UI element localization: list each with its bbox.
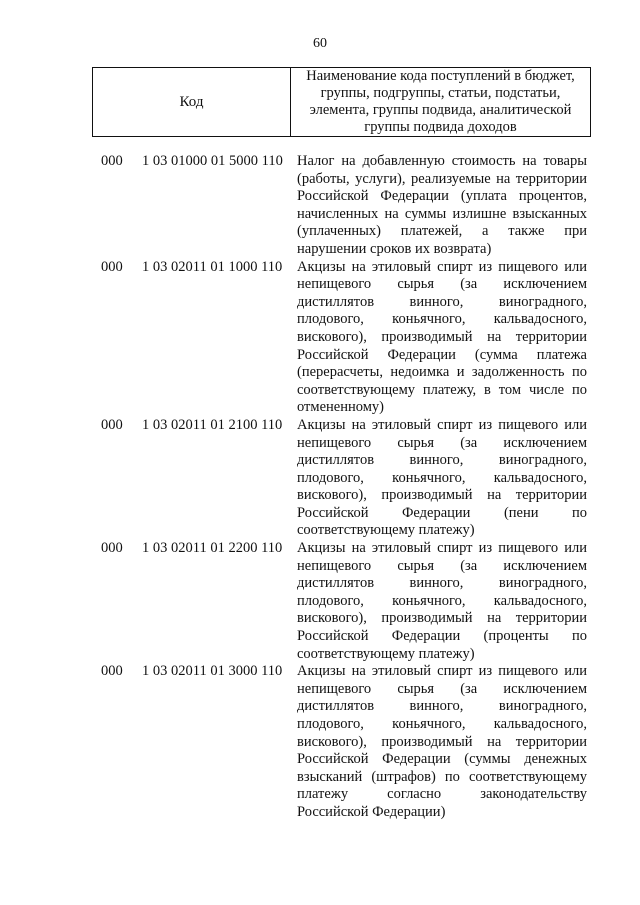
table-header: [92, 67, 591, 137]
table-row: [0, 417, 640, 540]
page-number: 60: [313, 36, 327, 51]
revenue-code: 1 03 02011 01 1000 110: [142, 258, 283, 275]
admin-code: 000: [101, 540, 123, 557]
table-row: [0, 540, 640, 663]
table-row: [0, 259, 640, 417]
admin-code: 000: [101, 416, 123, 433]
revenue-code: 1 03 02011 01 2100 110: [142, 416, 283, 433]
revenue-description: Акцизы на этиловый спирт из пищевого или непищевого сырья (за исключением дистиллятов винного, виноградного, плодового, коньячного, кальвадосного, вискового), производимый на территории Российской Федерации (сумма платежа (перерасчеты, недоимка и задолженность по соответствующему платежу, в том числе по отмененному): [297, 258, 587, 416]
admin-code: 000: [101, 153, 123, 169]
revenue-description: Акцизы на этиловый спирт из пищевого или непищевого сырья (за исключением дистиллятов винного, виноградного, плодового, коньячного, кальвадосного, вискового), производимый на территории Российской Федерации (проценты по соответствующему платежу): [297, 540, 587, 662]
revenue-description: Акцизы на этиловый спирт из пищевого или непищевого сырья (за исключением дистиллятов винного, виноградного, плодового, коньячного, кальвадосного, вискового), производимый на территории Российской Федерации (суммы денежных взысканий (штрафов) по соответствующему платежу согласно законодательству Российской Федерации): [297, 663, 587, 820]
revenue-code: 1 03 02011 01 2200 110: [142, 540, 283, 557]
code-column-header: Код: [93, 68, 291, 136]
revenue-code: 1 03 02011 01 3000 110: [142, 663, 283, 680]
revenue-description: Акцизы на этиловый спирт из пищевого или непищевого сырья (за исключением дистиллятов винного, виноградного, плодового, коньячного, кальвадосного, вискового), производимый на территории Российской Федерации (пени по соответствующему платежу): [297, 416, 587, 539]
revenue-code: 1 03 01000 01 5000 110: [142, 153, 283, 169]
revenue-description: Налог на добавленную стоимость на товары (работы, услуги), реализуемые на территории Российской Федерации (уплата процентов, начисленных на суммы излишне взысканных (уплаченных) платежей, а также при нарушении сроков их возврата): [297, 153, 587, 257]
table-body: [0, 153, 640, 822]
name-column-header: Наименование кода поступлений в бюджет, группы, подгруппы, статьи, подстатьи, элемента, группы подвида, аналитической группы подвида доходов: [306, 68, 575, 135]
table-row: [0, 663, 640, 821]
table-row: [0, 153, 640, 259]
admin-code: 000: [101, 258, 123, 275]
admin-code: 000: [101, 663, 123, 680]
